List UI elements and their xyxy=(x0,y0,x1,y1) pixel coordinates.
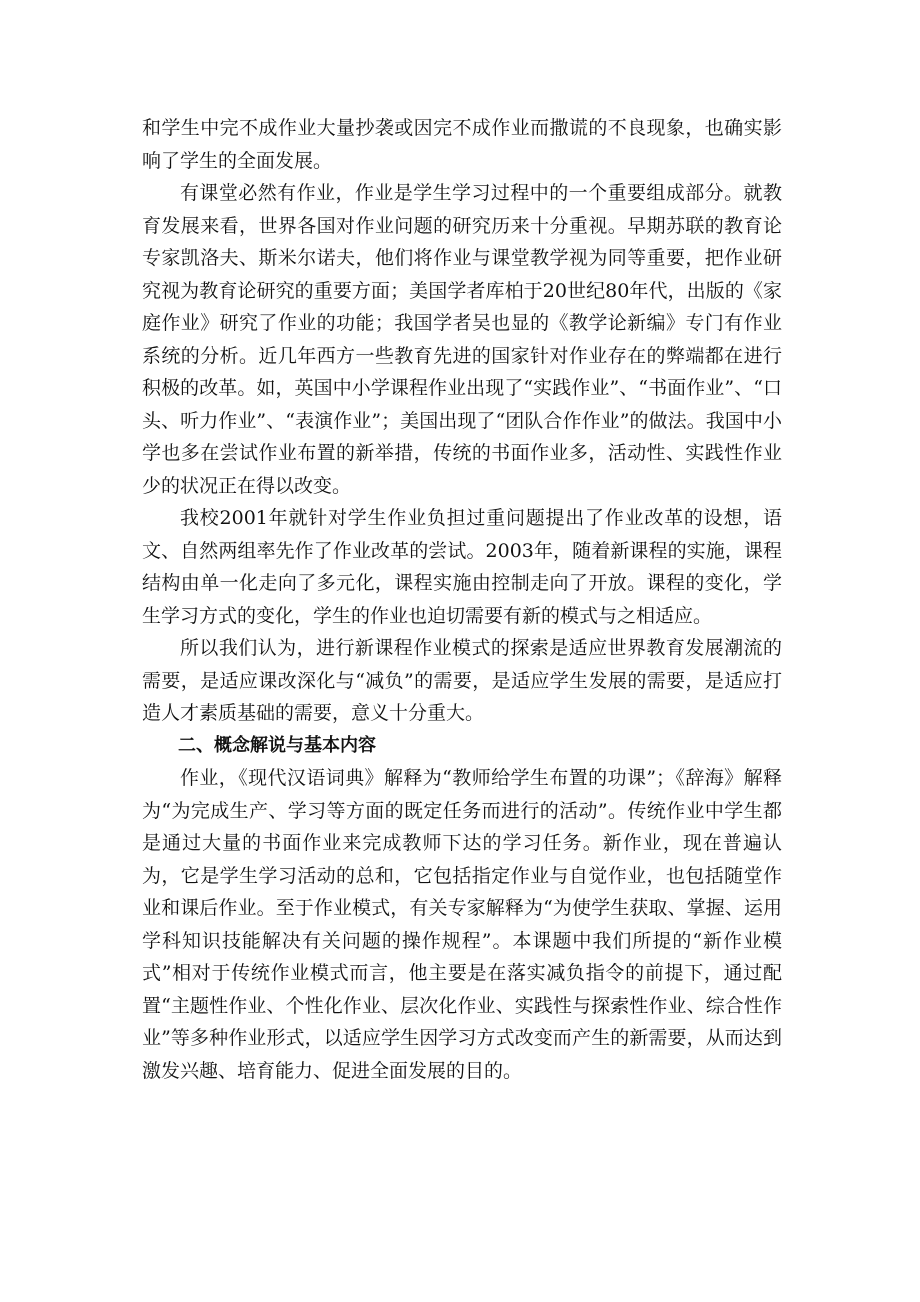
document-body xyxy=(142,112,782,1087)
paragraph-concept-definition: 作业，《现代汉语词典》解释为“教师给学生布置的功课”；《辞海》解释为“为完成生产、学习等方面的既定任务而进行的活动”。传统作业中学生都是通过大量的书面作业来完成教师下达的学习任务。新作业，现在普遍认为，它是学生学习活动的总和，它包括指定作业与自觉作业，也包括随堂作业和课后作业。至于作业模式，有关专家解释为“为使学生获取、掌握、运用学科知识技能解决有关问题的操作规程”。本课题中我们所提的“新作业模式”相对于传统作业模式而言，他主要是在落实减负指令的前提下，通过配置“主题性作业、个性化作业、层次化作业、实践性与探索性作业、综合性作业”等多种作业形式，以适应学生因学习方式改变而产生的新需要，从而达到激发兴趣、培育能力、促进全面发展的目的。 xyxy=(142,767,782,1082)
paragraph-continuation: 和学生中完不成作业大量抄袭或因完不成作业而撒谎的不良现象，也确实影响了学生的全面发展。 xyxy=(142,117,782,172)
paragraph-school-reform: 我校2001年就针对学生作业负担过重问题提出了作业改革的设想，语文、自然两组率先作了作业改革的尝试。2003年，随着新课程的实施，课程结构由单一化走向了多元化，课程实施由控制走向了开放。课程的变化，学生学习方式的变化，学生的作业也迫切需要有新的模式与之相适应。 xyxy=(142,507,782,627)
paragraph-research-background: 有课堂必然有作业，作业是学生学习过程中的一个重要组成部分。就教育发展来看，世界各国对作业问题的研究历来十分重视。早期苏联的教育论专家凯洛夫、斯米尔诺夫，他们将作业与课堂教学视为同等重要，把作业研究视为教育论研究的重要方面；美国学者库柏于20世纪80年代，出版的《家庭作业》研究了作业的功能；我国学者吴也显的《教学论新编》专门有作业系统的分析。近几年西方一些教育先进的国家针对作业存在的弊端都在进行积极的改革。如，英国中小学课程作业出现了“实践作业”、“书面作业”、“口头、听力作业”、“表演作业”；美国出现了“团队合作作业”的做法。我国中小学也多在尝试作业布置的新举措，传统的书面作业多，活动性、实践性作业少的状况正在得以改变。 xyxy=(142,182,782,497)
section-heading: 二、概念解说与基本内容 xyxy=(178,734,376,756)
paragraph-significance: 所以我们认为，进行新课程作业模式的探索是适应世界教育发展潮流的需要，是适应课改深化与“减负”的需要，是适应学生发展的需要，是适应打造人才素质基础的需要，意义十分重大。 xyxy=(142,637,782,724)
